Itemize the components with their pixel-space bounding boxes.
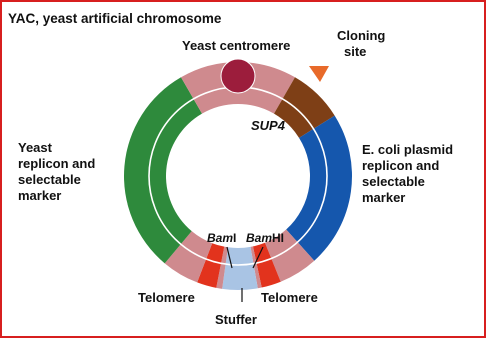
ecoli-label-line1: E. coli plasmid: [362, 142, 454, 157]
yeast-replicon-label-line4: marker: [18, 188, 62, 203]
sup4-label: SUP4: [251, 118, 285, 133]
chromosome-ring: [124, 62, 352, 290]
yac-diagram: [2, 2, 484, 336]
ecoli-label-line3: selectable: [362, 174, 425, 189]
cloning-site-label-line2: site: [344, 44, 367, 59]
yeast-centromere-label: Yeast centromere: [182, 38, 291, 53]
telomere-right-label: Telomere: [261, 290, 318, 305]
cloning-site-arrow: [309, 66, 329, 82]
yeast-replicon-label-line2: replicon and: [18, 156, 96, 171]
cloning-site-label-line1: Cloning: [337, 28, 386, 43]
bam-left-label: BamI: [207, 231, 237, 245]
yeast-replicon-label-line3: selectable: [18, 172, 81, 187]
yeast-centromere-bead: [221, 59, 255, 93]
figure-title: YAC, yeast artificial chromosome: [8, 11, 222, 26]
segment-ecoli-blue: [286, 116, 352, 261]
stuffer-label: Stuffer: [215, 312, 257, 327]
telomere-left-label: Telomere: [138, 290, 195, 305]
yeast-replicon-label-line1: Yeast: [18, 140, 52, 155]
bam-right-label: BamHI: [246, 231, 285, 245]
ecoli-label-line4: marker: [362, 190, 406, 205]
ecoli-label-line2: replicon and: [362, 158, 440, 173]
